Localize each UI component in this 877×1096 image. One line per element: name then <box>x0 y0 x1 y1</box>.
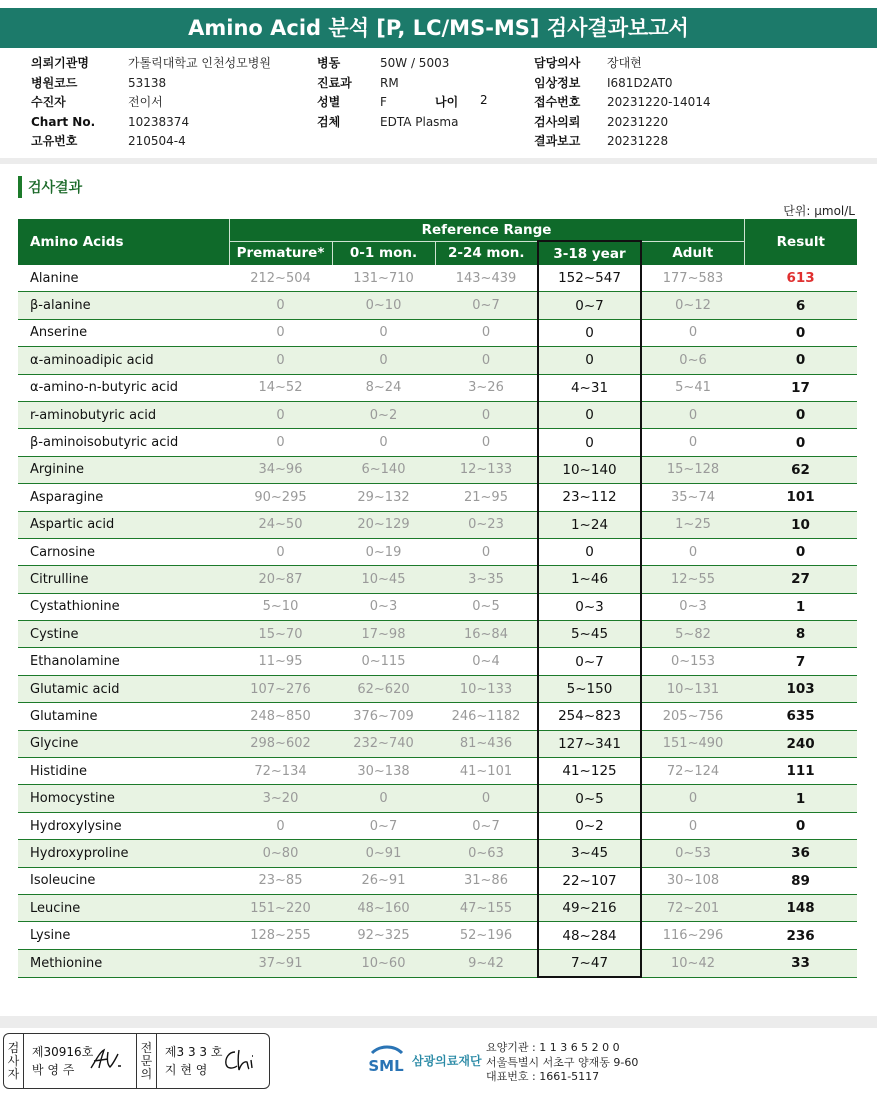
result-value: 62 <box>744 456 857 483</box>
info-row <box>31 132 271 152</box>
reference-range-cell: 0 <box>435 319 538 346</box>
reference-range-cell: 41~101 <box>435 758 538 785</box>
reference-range-cell: 1~25 <box>641 511 744 538</box>
reference-range-cell: 0~53 <box>641 840 744 867</box>
reference-range-cell: 205~756 <box>641 703 744 730</box>
amino-acid-name: Lysine <box>18 922 229 949</box>
reference-range-cell: 246~1182 <box>435 703 538 730</box>
reference-range-cell: 0~5 <box>435 593 538 620</box>
reference-range-cell: 72~134 <box>229 758 332 785</box>
header-adult: Adult <box>641 241 744 265</box>
result-value: 1 <box>744 785 857 812</box>
table-row <box>18 703 857 730</box>
reference-range-cell: 298~602 <box>229 730 332 757</box>
info-label: 임상정보 <box>534 75 581 90</box>
table-row <box>18 894 857 921</box>
reference-range-cell: 0~91 <box>332 840 435 867</box>
reference-range-cell: 0 <box>641 401 744 428</box>
reference-range-cell: 15~70 <box>229 621 332 648</box>
info-label: 병원코드 <box>31 75 78 90</box>
reference-range-cell: 0 <box>435 429 538 456</box>
reference-range-cell: 143~439 <box>435 265 538 292</box>
reference-range-cell: 0 <box>332 785 435 812</box>
reference-range-cell: 3~26 <box>435 374 538 401</box>
reference-range-cell: 35~74 <box>641 484 744 511</box>
table-row <box>18 758 857 785</box>
reference-range-cell: 29~132 <box>332 484 435 511</box>
reference-range-cell: 0 <box>641 429 744 456</box>
reference-range-cell: 0~115 <box>332 648 435 675</box>
reference-range-cell: 3~20 <box>229 785 332 812</box>
info-value: 가톨릭대학교 인천성모병원 <box>128 56 271 70</box>
reference-range-cell: 107~276 <box>229 675 332 702</box>
result-value: 33 <box>744 949 857 977</box>
table-row <box>18 456 857 483</box>
sml-logo-text: SML <box>368 1057 404 1075</box>
age-label: 나이 <box>435 95 459 109</box>
examiner-label-char: 검 <box>7 1040 20 1055</box>
reference-range-cell: 3~45 <box>538 840 641 867</box>
amino-acid-name: α-aminoadipic acid <box>18 347 229 374</box>
signature-box <box>3 1033 270 1089</box>
sml-logo <box>366 1043 482 1077</box>
examiner-license-no: 제30916호 <box>31 1045 94 1059</box>
reference-range-cell: 0 <box>229 347 332 374</box>
reference-range-cell: 17~98 <box>332 621 435 648</box>
reference-range-cell: 0~19 <box>332 538 435 565</box>
result-value: 0 <box>744 319 857 346</box>
reference-range-cell: 14~52 <box>229 374 332 401</box>
info-row <box>534 132 711 152</box>
table-row <box>18 785 857 812</box>
reference-range-cell: 37~91 <box>229 949 332 977</box>
reference-range-cell: 0~5 <box>538 785 641 812</box>
reference-range-cell: 0 <box>229 538 332 565</box>
specialist-signature-mark <box>221 1046 259 1074</box>
info-label: 성별 <box>317 95 341 109</box>
reference-range-cell: 0 <box>641 538 744 565</box>
amino-acid-name: Isoleucine <box>18 867 229 894</box>
reference-range-cell: 10~133 <box>435 675 538 702</box>
reference-range-cell: 10~45 <box>332 566 435 593</box>
info-value: 53138 <box>128 75 167 90</box>
reference-range-cell: 20~129 <box>332 511 435 538</box>
reference-range-cell: 72~201 <box>641 894 744 921</box>
result-value: 236 <box>744 922 857 949</box>
reference-range-cell: 254~823 <box>538 703 641 730</box>
info-label: 검사의뢰 <box>534 114 581 129</box>
reference-range-cell: 127~341 <box>538 730 641 757</box>
result-value: 613 <box>744 265 857 292</box>
reference-range-cell: 24~50 <box>229 511 332 538</box>
reference-range-cell: 31~86 <box>435 867 538 894</box>
table-row <box>18 319 857 346</box>
info-value: 장대현 <box>607 56 642 70</box>
header-amino-acids: Amino Acids <box>18 219 229 265</box>
reference-range-cell: 0~3 <box>641 593 744 620</box>
reference-range-cell: 52~196 <box>435 922 538 949</box>
examiner-name: 박 영 주 <box>31 1063 75 1077</box>
table-row <box>18 621 857 648</box>
result-value: 17 <box>744 374 857 401</box>
amino-acid-name: Leucine <box>18 894 229 921</box>
result-value: 103 <box>744 675 857 702</box>
reference-range-cell: 6~140 <box>332 456 435 483</box>
amino-acid-name: Asparagine <box>18 484 229 511</box>
results-table-body <box>18 265 857 977</box>
amino-acid-name: β-aminoisobutyric acid <box>18 429 229 456</box>
reference-range-cell: 30~138 <box>332 758 435 785</box>
section-marker <box>18 176 22 198</box>
reference-range-cell: 47~155 <box>435 894 538 921</box>
reference-range-cell: 48~160 <box>332 894 435 921</box>
info-value: 210504-4 <box>128 134 186 148</box>
table-row <box>18 292 857 319</box>
reference-range-cell: 10~42 <box>641 949 744 977</box>
reference-range-cell: 0 <box>229 812 332 839</box>
info-row <box>534 54 711 74</box>
reference-range-cell: 0~153 <box>641 648 744 675</box>
info-label: 고유번호 <box>31 134 78 148</box>
reference-range-cell: 21~95 <box>435 484 538 511</box>
info-value: I681D2AT0 <box>607 75 673 90</box>
table-row <box>18 730 857 757</box>
examiner-label <box>4 1034 24 1088</box>
table-row <box>18 484 857 511</box>
table-row <box>18 922 857 949</box>
info-label: 병동 <box>317 56 341 70</box>
specialist-label-char: 전 <box>140 1040 153 1055</box>
reference-range-cell: 0 <box>538 319 641 346</box>
reference-range-cell: 0 <box>538 429 641 456</box>
header-0-1-mon: 0-1 mon. <box>332 241 435 265</box>
reference-range-cell: 0~7 <box>332 812 435 839</box>
table-row <box>18 401 857 428</box>
table-row <box>18 538 857 565</box>
reference-range-cell: 5~82 <box>641 621 744 648</box>
reference-range-cell: 7~47 <box>538 949 641 977</box>
info-label: 의뢰기관명 <box>31 56 89 70</box>
reference-range-cell: 0 <box>229 319 332 346</box>
reference-range-cell: 152~547 <box>538 265 641 292</box>
info-row <box>31 74 271 94</box>
info-row <box>317 54 458 74</box>
reference-range-cell: 0~2 <box>332 401 435 428</box>
header-reference-range: Reference Range <box>229 219 744 241</box>
info-row <box>534 113 711 133</box>
reference-range-cell: 0 <box>435 401 538 428</box>
reference-range-cell: 72~124 <box>641 758 744 785</box>
reference-range-cell: 90~295 <box>229 484 332 511</box>
result-value: 0 <box>744 347 857 374</box>
result-value: 0 <box>744 429 857 456</box>
table-row <box>18 840 857 867</box>
lab-info-line: 요양기관 : 1 1 3 6 5 2 0 0 <box>486 1041 620 1054</box>
reference-range-cell: 0~4 <box>435 648 538 675</box>
result-value: 0 <box>744 538 857 565</box>
info-value: 20231228 <box>607 134 669 148</box>
amino-acid-name: Citrulline <box>18 566 229 593</box>
reference-range-cell: 232~740 <box>332 730 435 757</box>
examiner-signature <box>24 1034 137 1088</box>
reference-range-cell: 0~7 <box>538 648 641 675</box>
reference-range-cell: 0 <box>332 429 435 456</box>
reference-range-cell: 0 <box>332 347 435 374</box>
result-value: 0 <box>744 401 857 428</box>
amino-acid-name: Anserine <box>18 319 229 346</box>
reference-range-cell: 177~583 <box>641 265 744 292</box>
header-result: Result <box>744 219 857 265</box>
result-value: 635 <box>744 703 857 730</box>
amino-acid-name: β-alanine <box>18 292 229 319</box>
reference-range-cell: 12~55 <box>641 566 744 593</box>
reference-range-cell: 5~41 <box>641 374 744 401</box>
table-row <box>18 265 857 292</box>
table-row <box>18 812 857 839</box>
reference-range-cell: 0 <box>435 785 538 812</box>
specialist-signature <box>157 1034 269 1088</box>
amino-acid-name: Cystine <box>18 621 229 648</box>
info-value: EDTA Plasma <box>380 114 459 129</box>
reference-range-cell: 92~325 <box>332 922 435 949</box>
info-label: 접수번호 <box>534 95 581 109</box>
reference-range-cell: 11~95 <box>229 648 332 675</box>
specialist-name: 지 현 영 <box>164 1063 208 1077</box>
amino-acid-name: Homocystine <box>18 785 229 812</box>
info-row <box>534 93 711 113</box>
info-row <box>31 113 271 133</box>
reference-range-cell: 23~85 <box>229 867 332 894</box>
reference-range-cell: 26~91 <box>332 867 435 894</box>
reference-range-cell: 131~710 <box>332 265 435 292</box>
result-value: 6 <box>744 292 857 319</box>
specialist-label-char: 의 <box>140 1066 153 1081</box>
reference-range-cell: 151~220 <box>229 894 332 921</box>
examiner-signature-mark <box>88 1046 124 1072</box>
reference-range-cell: 20~87 <box>229 566 332 593</box>
amino-acid-name: Hydroxylysine <box>18 812 229 839</box>
reference-range-cell: 0 <box>641 812 744 839</box>
info-row <box>317 74 458 94</box>
age-value: 2 <box>480 93 488 107</box>
reference-range-cell: 0 <box>435 538 538 565</box>
amino-acid-name: Methionine <box>18 949 229 977</box>
reference-range-cell: 22~107 <box>538 867 641 894</box>
reference-range-cell: 5~150 <box>538 675 641 702</box>
table-row <box>18 675 857 702</box>
reference-range-cell: 5~45 <box>538 621 641 648</box>
reference-range-cell: 1~46 <box>538 566 641 593</box>
reference-range-cell: 15~128 <box>641 456 744 483</box>
reference-range-cell: 10~131 <box>641 675 744 702</box>
info-row <box>534 74 711 94</box>
result-value: 7 <box>744 648 857 675</box>
top-strip <box>0 0 877 6</box>
table-row <box>18 867 857 894</box>
result-value: 89 <box>744 867 857 894</box>
info-value: 20231220 <box>607 114 669 129</box>
reference-range-cell: 62~620 <box>332 675 435 702</box>
report-title: Amino Acid 분석 [P, LC/MS-MS] 검사결과보고서 <box>0 8 877 48</box>
reference-range-cell: 5~10 <box>229 593 332 620</box>
reference-range-cell: 30~108 <box>641 867 744 894</box>
reference-range-cell: 0 <box>538 401 641 428</box>
amino-acid-name: Glutamine <box>18 703 229 730</box>
amino-acid-name: r-aminobutyric acid <box>18 401 229 428</box>
amino-acid-name: Glutamic acid <box>18 675 229 702</box>
specialist-label <box>137 1034 157 1088</box>
result-value: 27 <box>744 566 857 593</box>
reference-range-cell: 0~7 <box>435 812 538 839</box>
reference-range-cell: 0~80 <box>229 840 332 867</box>
table-row <box>18 566 857 593</box>
reference-range-cell: 23~112 <box>538 484 641 511</box>
table-row <box>18 374 857 401</box>
reference-range-cell: 0~7 <box>435 292 538 319</box>
reference-range-cell: 81~436 <box>435 730 538 757</box>
info-value: 전이서 <box>128 95 163 109</box>
reference-range-cell: 0~6 <box>641 347 744 374</box>
info-label: 수진자 <box>31 95 66 109</box>
reference-range-cell: 0 <box>538 538 641 565</box>
reference-range-cell: 0~3 <box>538 593 641 620</box>
reference-range-cell: 12~133 <box>435 456 538 483</box>
result-value: 101 <box>744 484 857 511</box>
reference-range-cell: 34~96 <box>229 456 332 483</box>
reference-range-cell: 48~284 <box>538 922 641 949</box>
info-row <box>317 113 458 133</box>
info-label: Chart No. <box>31 114 96 129</box>
header-premature: Premature* <box>229 241 332 265</box>
result-value: 111 <box>744 758 857 785</box>
section-title <box>18 176 82 198</box>
amino-acid-name: Aspartic acid <box>18 511 229 538</box>
result-value: 1 <box>744 593 857 620</box>
reference-range-cell: 10~140 <box>538 456 641 483</box>
reference-range-cell: 128~255 <box>229 922 332 949</box>
reference-range-cell: 0 <box>229 292 332 319</box>
result-value: 240 <box>744 730 857 757</box>
amino-acid-name: Alanine <box>18 265 229 292</box>
info-row <box>31 93 271 113</box>
table-row <box>18 949 857 977</box>
reference-range-cell: 151~490 <box>641 730 744 757</box>
amino-acid-name: Carnosine <box>18 538 229 565</box>
reference-range-cell: 0~3 <box>332 593 435 620</box>
reference-range-cell: 1~24 <box>538 511 641 538</box>
unit-label: 단위: μmol/L <box>783 204 855 218</box>
amino-acid-name: Arginine <box>18 456 229 483</box>
table-row <box>18 648 857 675</box>
examiner-label-char: 사 <box>7 1053 20 1068</box>
reference-range-cell: 116~296 <box>641 922 744 949</box>
amino-acid-name: Glycine <box>18 730 229 757</box>
info-column-3 <box>534 54 711 152</box>
info-row <box>31 54 271 74</box>
reference-range-cell: 8~24 <box>332 374 435 401</box>
result-value: 0 <box>744 812 857 839</box>
amino-acid-name: Histidine <box>18 758 229 785</box>
reference-range-cell: 0~2 <box>538 812 641 839</box>
info-label: 진료과 <box>317 75 352 90</box>
result-value: 36 <box>744 840 857 867</box>
reference-range-cell: 16~84 <box>435 621 538 648</box>
info-column-1 <box>31 54 271 152</box>
specialist-license-no: 제3 3 3 호 <box>164 1045 223 1059</box>
result-value: 8 <box>744 621 857 648</box>
table-row <box>18 511 857 538</box>
reference-range-cell: 0 <box>538 347 641 374</box>
lab-info-line: 서울특별시 서초구 양재동 9-60 <box>486 1055 639 1069</box>
reference-range-cell: 0~10 <box>332 292 435 319</box>
section-title-text: 검사결과 <box>28 180 83 196</box>
reference-range-cell: 9~42 <box>435 949 538 977</box>
reference-range-cell: 41~125 <box>538 758 641 785</box>
reference-range-cell: 0 <box>641 319 744 346</box>
info-label: 결과보고 <box>534 134 581 148</box>
reference-range-cell: 376~709 <box>332 703 435 730</box>
info-label: 담당의사 <box>534 56 581 70</box>
info-value: 10238374 <box>128 114 190 129</box>
reference-range-cell: 0~63 <box>435 840 538 867</box>
reference-range-cell: 0 <box>332 319 435 346</box>
header-2-24-mon: 2-24 mon. <box>435 241 538 265</box>
reference-range-cell: 4~31 <box>538 374 641 401</box>
reference-range-cell: 3~35 <box>435 566 538 593</box>
reference-range-cell: 248~850 <box>229 703 332 730</box>
reference-range-cell: 0~7 <box>538 292 641 319</box>
reference-range-cell: 0~23 <box>435 511 538 538</box>
table-row <box>18 429 857 456</box>
header-3-18-year: 3-18 year <box>538 241 641 265</box>
info-value: 50W / 5003 <box>380 56 450 70</box>
result-value: 10 <box>744 511 857 538</box>
table-row <box>18 593 857 620</box>
results-table <box>18 219 857 978</box>
reference-range-cell: 49~216 <box>538 894 641 921</box>
amino-acid-name: Hydroxyproline <box>18 840 229 867</box>
reference-range-cell: 0~12 <box>641 292 744 319</box>
result-value: 148 <box>744 894 857 921</box>
info-value: RM <box>380 75 399 90</box>
amino-acid-name: Cystathionine <box>18 593 229 620</box>
reference-range-cell: 0 <box>229 401 332 428</box>
examiner-label-char: 자 <box>7 1066 20 1081</box>
reference-range-cell: 0 <box>641 785 744 812</box>
specialist-label-char: 문 <box>140 1053 153 1068</box>
info-value: 20231220-14014 <box>607 95 711 109</box>
lab-info-line: 대표번호 : 1661-5117 <box>486 1070 600 1083</box>
org-name: 삼광의료재단 <box>412 1053 482 1068</box>
table-row <box>18 347 857 374</box>
amino-acid-name: α-amino-n-butyric acid <box>18 374 229 401</box>
info-label: 검체 <box>317 114 341 129</box>
info-value: F <box>380 95 387 109</box>
reference-range-cell: 0 <box>435 347 538 374</box>
reference-range-cell: 10~60 <box>332 949 435 977</box>
section-divider <box>0 158 877 164</box>
reference-range-cell: 0 <box>229 429 332 456</box>
reference-range-cell: 212~504 <box>229 265 332 292</box>
amino-acid-name: Ethanolamine <box>18 648 229 675</box>
sml-logo-mark <box>366 1043 406 1077</box>
lab-info <box>486 1041 638 1085</box>
footer-divider <box>0 1016 877 1028</box>
